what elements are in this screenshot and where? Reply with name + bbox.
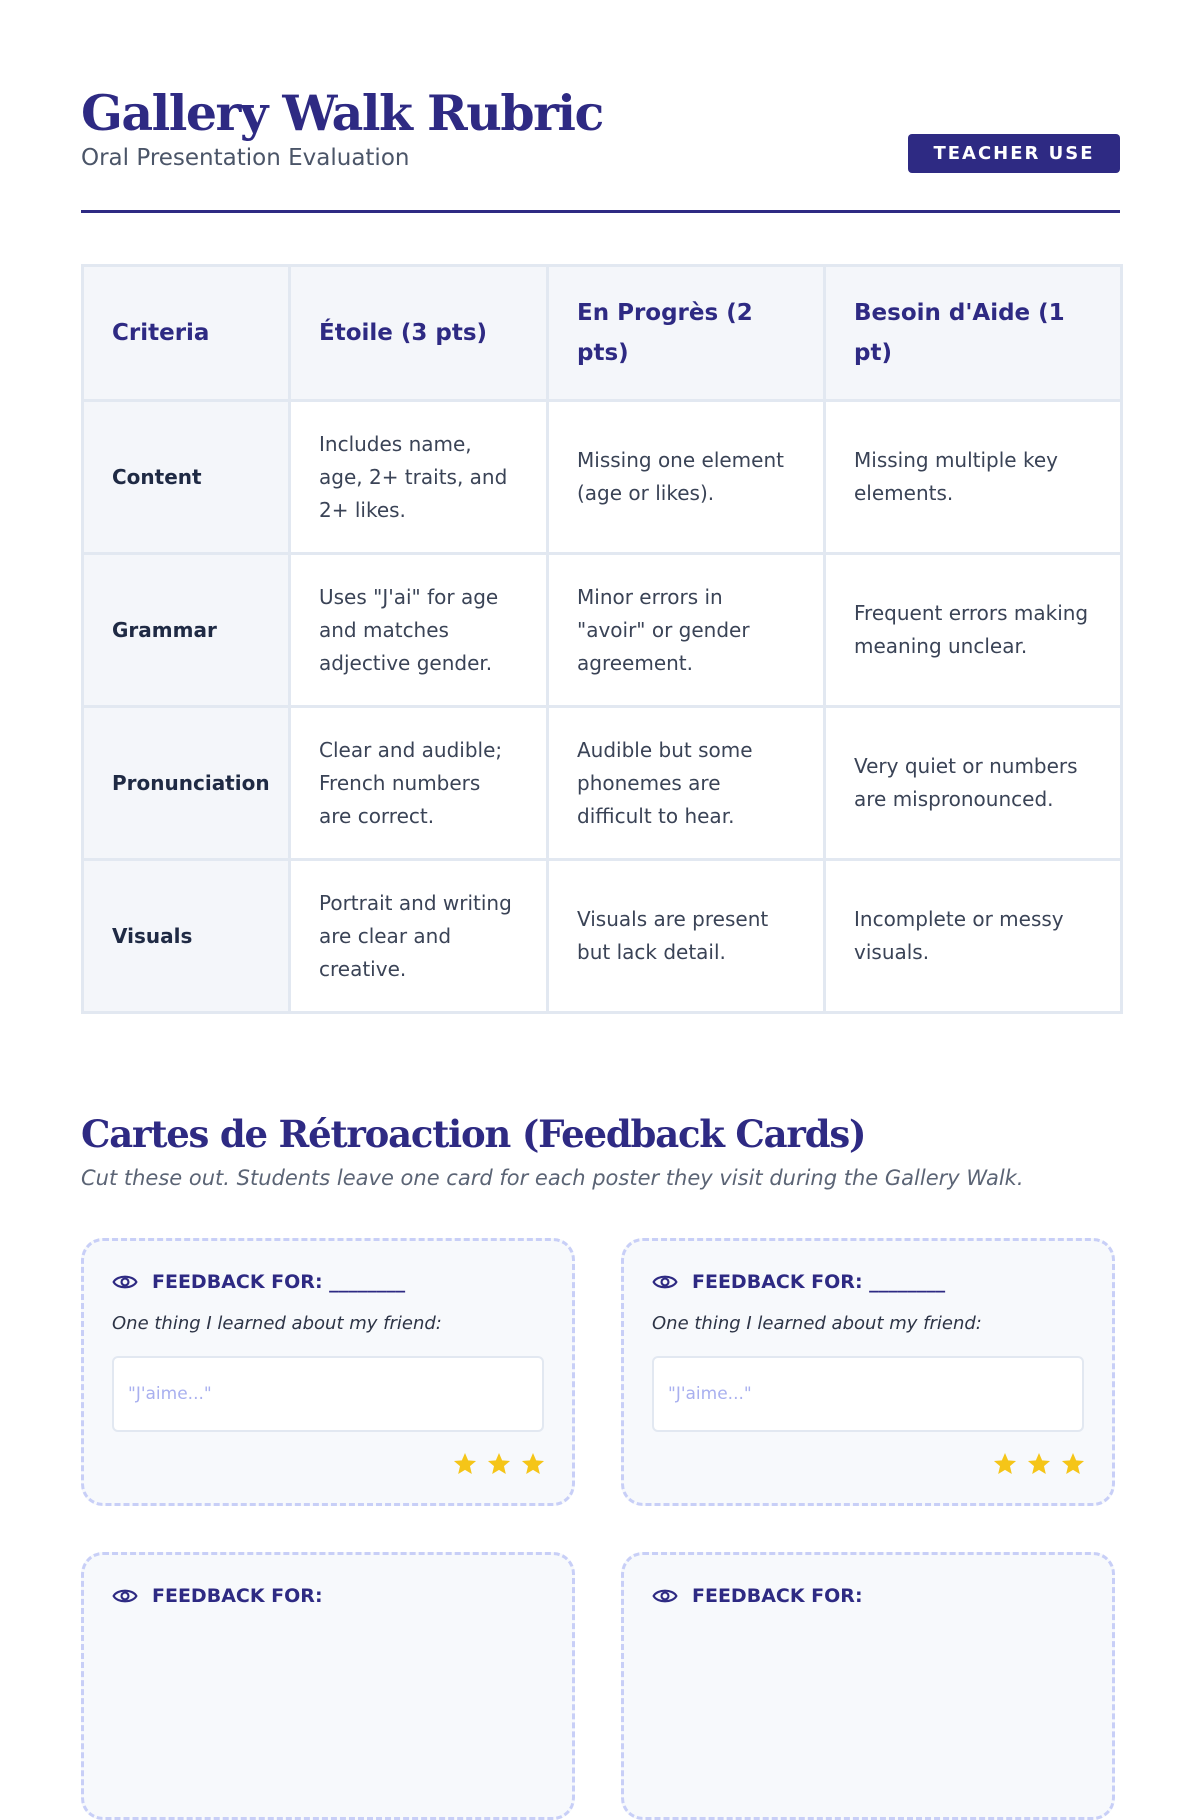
feedback-input-placeholder: "J'aime..." bbox=[128, 1384, 212, 1404]
star-icon[interactable] bbox=[520, 1451, 546, 1477]
table-row bbox=[83, 860, 1122, 1013]
etoile-cell: Portrait and writing are clear and creative. bbox=[290, 860, 548, 1013]
card-prompt: One thing I learned about my friend: bbox=[112, 1313, 442, 1334]
criteria-cell: Pronunciation bbox=[83, 707, 290, 860]
rubric-table bbox=[81, 264, 1123, 1014]
criteria-cell: Visuals bbox=[83, 860, 290, 1013]
en-progres-cell: Visuals are present but lack detail. bbox=[548, 860, 825, 1013]
en-progres-cell: Audible but some phonemes are difficult to hear. bbox=[548, 707, 825, 860]
star-icon[interactable] bbox=[486, 1451, 512, 1477]
column-header-etoile: Étoile (3 pts) bbox=[290, 266, 548, 401]
criteria-cell: Grammar bbox=[83, 554, 290, 707]
card-prompt: One thing I learned about my friend: bbox=[652, 1313, 982, 1334]
column-header-criteria: Criteria bbox=[83, 266, 290, 401]
page-title: Gallery Walk Rubric bbox=[81, 84, 603, 142]
star-rating[interactable] bbox=[992, 1451, 1086, 1477]
card-heading-label: FEEDBACK FOR: bbox=[152, 1585, 323, 1607]
table-row bbox=[83, 707, 1122, 860]
star-icon[interactable] bbox=[452, 1451, 478, 1477]
page-subtitle: Oral Presentation Evaluation bbox=[81, 145, 410, 171]
teacher-use-badge: TEACHER USE bbox=[908, 134, 1120, 173]
feedback-input[interactable] bbox=[112, 1356, 544, 1432]
feedback-card bbox=[81, 1552, 575, 1820]
card-heading-label: FEEDBACK FOR: ________ bbox=[692, 1271, 946, 1293]
page-header bbox=[81, 80, 1120, 213]
feedback-section-title: Cartes de Rétroaction (Feedback Cards) bbox=[81, 1112, 866, 1156]
eye-icon bbox=[112, 1583, 138, 1609]
feedback-card bbox=[81, 1238, 575, 1506]
star-icon[interactable] bbox=[992, 1451, 1018, 1477]
card-heading-label: FEEDBACK FOR: ________ bbox=[152, 1271, 406, 1293]
feedback-input-placeholder: "J'aime..." bbox=[668, 1384, 752, 1404]
column-header-en-progres: En Progrès (2 pts) bbox=[548, 266, 825, 401]
besoin-aide-cell: Incomplete or messy visuals. bbox=[825, 860, 1122, 1013]
en-progres-cell: Minor errors in "avoir" or gender agreement. bbox=[548, 554, 825, 707]
feedback-card bbox=[621, 1552, 1115, 1820]
en-progres-cell: Missing one element (age or likes). bbox=[548, 401, 825, 554]
star-rating[interactable] bbox=[452, 1451, 546, 1477]
table-row bbox=[83, 554, 1122, 707]
feedback-section-subtitle: Cut these out. Students leave one card for each poster they visit during the Gallery Walk. bbox=[81, 1166, 1024, 1190]
feedback-card bbox=[621, 1238, 1115, 1506]
etoile-cell: Clear and audible; French numbers are correct. bbox=[290, 707, 548, 860]
card-heading-label: FEEDBACK FOR: bbox=[692, 1585, 863, 1607]
card-heading bbox=[652, 1269, 945, 1295]
eye-icon bbox=[112, 1269, 138, 1295]
eye-icon bbox=[652, 1269, 678, 1295]
besoin-aide-cell: Missing multiple key elements. bbox=[825, 401, 1122, 554]
etoile-cell: Uses "J'ai" for age and matches adjective gender. bbox=[290, 554, 548, 707]
card-heading bbox=[652, 1583, 863, 1609]
besoin-aide-cell: Frequent errors making meaning unclear. bbox=[825, 554, 1122, 707]
rubric-header-row bbox=[83, 266, 1122, 401]
etoile-cell: Includes name, age, 2+ traits, and 2+ likes. bbox=[290, 401, 548, 554]
star-icon[interactable] bbox=[1026, 1451, 1052, 1477]
eye-icon bbox=[652, 1583, 678, 1609]
feedback-input[interactable] bbox=[652, 1356, 1084, 1432]
besoin-aide-cell: Very quiet or numbers are mispronounced. bbox=[825, 707, 1122, 860]
card-heading bbox=[112, 1583, 323, 1609]
card-heading bbox=[112, 1269, 405, 1295]
star-icon[interactable] bbox=[1060, 1451, 1086, 1477]
criteria-cell: Content bbox=[83, 401, 290, 554]
table-row bbox=[83, 401, 1122, 554]
column-header-besoin-aide: Besoin d'Aide (1 pt) bbox=[825, 266, 1122, 401]
